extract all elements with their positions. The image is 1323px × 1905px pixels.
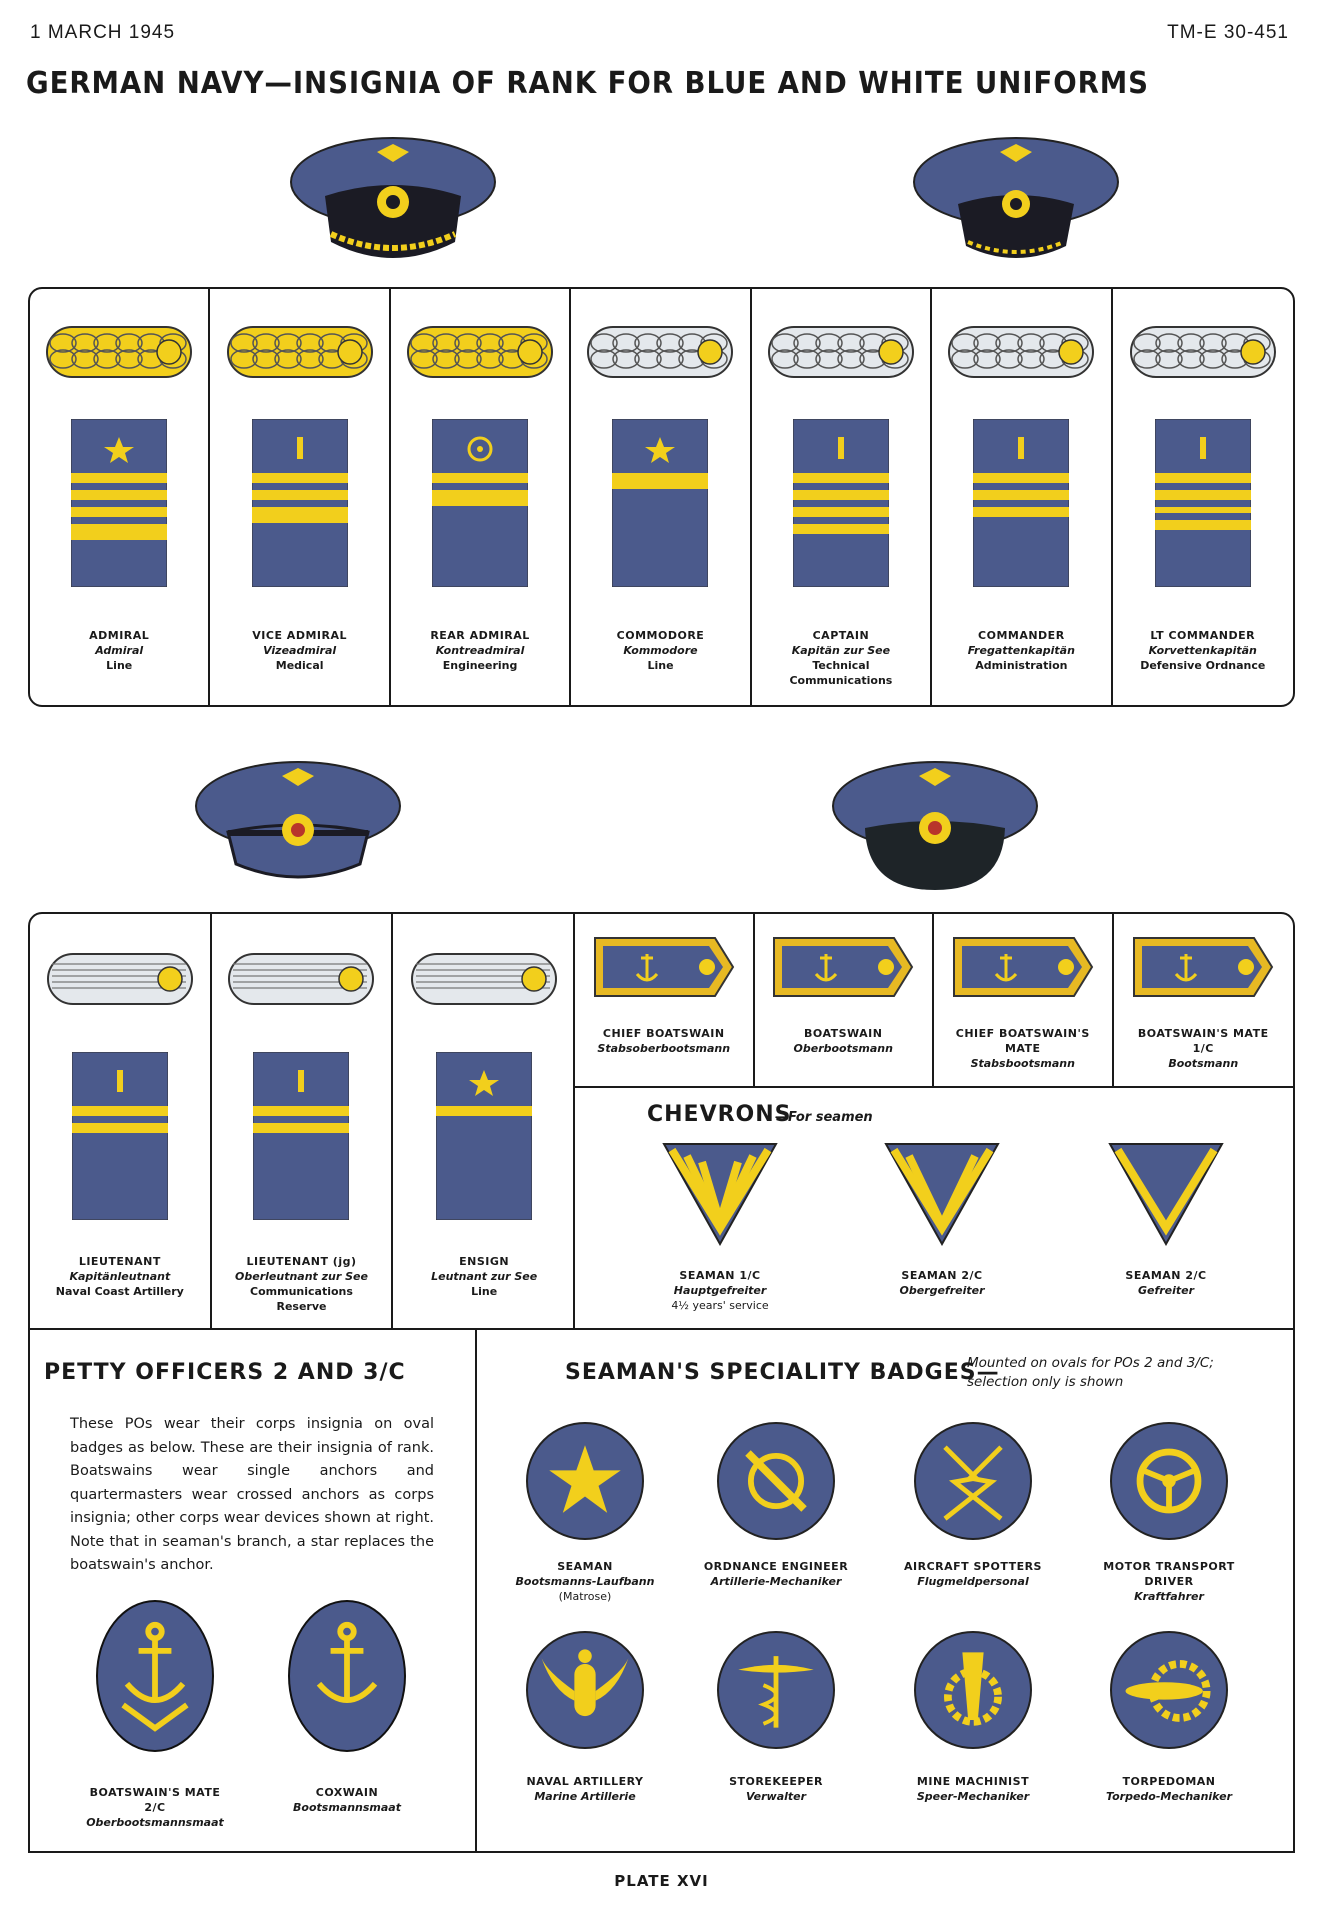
- rank-cell: [571, 289, 751, 705]
- german-rank: Leutnant zur See: [431, 1270, 538, 1283]
- german-rank: Artillerie-Mechaniker: [710, 1575, 842, 1588]
- branch-label: (Matrose): [558, 1590, 612, 1603]
- german-rank: Marine Artillerie: [534, 1790, 636, 1803]
- chevrons-subheading: —For seamen: [775, 1110, 873, 1125]
- torpedo-icon: [1110, 1631, 1228, 1749]
- speciality-badge-label: [485, 1559, 685, 1604]
- chevron-label: [620, 1268, 820, 1313]
- german-rank: Oberbootsmann: [793, 1042, 893, 1055]
- sleeve-stripes-icon: [1155, 419, 1251, 591]
- speciality-badge-label: [1069, 1559, 1269, 1604]
- german-rank: Kontreadmiral: [435, 644, 525, 657]
- rank-name: SEAMAN 1/C: [679, 1269, 761, 1282]
- german-rank: Bootsmannsmaat: [293, 1801, 401, 1814]
- branch-label: Line: [471, 1285, 498, 1298]
- rank-cell: [30, 914, 212, 1328]
- rank-cell: [210, 289, 390, 705]
- rank-cell: [1113, 289, 1293, 705]
- german-rank: Kapitänleutnant: [69, 1270, 171, 1283]
- rank-label: [932, 628, 1110, 673]
- branch-label-2: Communications: [789, 674, 893, 687]
- sleeve-stripes-icon: [612, 419, 708, 591]
- rank-cell: [30, 289, 210, 705]
- rank-name: BOATSWAIN'S MATE: [89, 1786, 221, 1799]
- rank-name: BOATSWAIN'S MATE: [1137, 1027, 1269, 1040]
- ordnance-icon: [717, 1422, 835, 1540]
- german-rank: Gefreiter: [1137, 1284, 1195, 1297]
- rank-label: [934, 1026, 1112, 1071]
- german-rank: Kommodore: [623, 644, 698, 657]
- rank-name: CHIEF BOATSWAIN'S: [955, 1027, 1090, 1040]
- rank-name-cont: 2/C: [144, 1801, 166, 1814]
- winged-shell-icon: [526, 1631, 644, 1749]
- german-rank: Stabsoberbootsmann: [597, 1042, 731, 1055]
- rank-label: [755, 1026, 933, 1056]
- shoulder-board-icon: [947, 325, 1095, 383]
- po-badge-label: [55, 1785, 255, 1830]
- german-rank: Vizeadmiral: [263, 644, 337, 657]
- warrant-cell: [755, 914, 935, 1086]
- rank-name-cont: 1/C: [1192, 1042, 1214, 1055]
- warrant-shoulder-strap-icon: [950, 934, 1096, 1004]
- po-badge-label: [247, 1785, 447, 1815]
- german-rank: Torpedo-Mechaniker: [1106, 1790, 1232, 1803]
- rank-name: VICE ADMIRAL: [252, 629, 347, 642]
- rank-name: LT COMMANDER: [1150, 629, 1256, 642]
- branch-label: Administration: [975, 659, 1068, 672]
- header-date: 1 MARCH 1945: [30, 22, 176, 43]
- petty-officers-text: These POs wear their corps insignia on oval badges as below. These are their insignia of rank. Boatswains wear single anchors and quartermasters wear crossed anchors as corps insignia; other corps wear devices shown at right. Note that in seaman's branch, a star replaces the boatswain's anchor.: [70, 1416, 434, 1573]
- petty-officers-heading: PETTY OFFICERS 2 AND 3/C: [44, 1360, 406, 1385]
- rank-name: ADMIRAL: [89, 629, 150, 642]
- german-rank: Oberleutnant zur See: [235, 1270, 368, 1283]
- shoulder-board-icon: [586, 325, 734, 383]
- gear-torch-icon: [914, 1631, 1032, 1749]
- sleeve-stripes-icon: [793, 419, 889, 591]
- branch-label: Technical: [812, 659, 870, 672]
- sleeve-stripes-icon: [436, 1052, 532, 1224]
- chevron-icon: [1106, 1140, 1226, 1246]
- sleeve-stripes-icon: [432, 419, 528, 591]
- rank-name: ORDNANCE ENGINEER: [703, 1560, 849, 1573]
- german-rank: Korvettenkapitän: [1148, 644, 1257, 657]
- rank-name: NAVAL ARTILLERY: [526, 1775, 644, 1788]
- speciality-badge-label: [873, 1559, 1073, 1589]
- german-rank: Hauptgefreiter: [673, 1284, 767, 1297]
- junior-officers-panel: [28, 912, 575, 1330]
- rank-cell: [752, 289, 932, 705]
- caduceus-icon: [717, 1631, 835, 1749]
- anchor-chevron-icon: [96, 1600, 214, 1752]
- chevron-icon: [660, 1140, 780, 1246]
- shoulder-board-icon: [767, 325, 915, 383]
- sleeve-stripes-icon: [253, 1052, 349, 1224]
- german-rank: Flugmeldpersonal: [917, 1575, 1029, 1588]
- german-rank: Oberbootsmannsmaat: [86, 1816, 224, 1829]
- rank-name: REAR ADMIRAL: [430, 629, 530, 642]
- german-rank: Kraftfahrer: [1134, 1590, 1204, 1603]
- rank-label: [212, 1254, 392, 1314]
- speciality-note: Mounted on ovals for POs 2 and 3/C; selection only is shown: [967, 1355, 1214, 1390]
- lightning-icon: [914, 1422, 1032, 1540]
- branch-label: Line: [106, 659, 133, 672]
- sleeve-stripes-icon: [973, 419, 1069, 591]
- officer-cap-icon: [188, 748, 408, 898]
- rank-label: [1114, 1026, 1294, 1071]
- warrant-cell: [1114, 914, 1294, 1086]
- captain-cap-icon: [906, 124, 1126, 274]
- rank-name: LIEUTENANT: [78, 1255, 161, 1268]
- rank-cell: [391, 289, 571, 705]
- warrant-shoulder-strap-icon: [770, 934, 916, 1004]
- rank-name: ENSIGN: [459, 1255, 510, 1268]
- german-rank: Speer-Mechaniker: [916, 1790, 1030, 1803]
- warrant-officers-panel: [573, 912, 1295, 1088]
- rank-label: [752, 628, 930, 688]
- rank-name: MOTOR TRANSPORT: [1103, 1560, 1235, 1573]
- rank-name: TORPEDOMAN: [1122, 1775, 1216, 1788]
- page-title: GERMAN NAVY—INSIGNIA OF RANK FOR BLUE AND WHITE UNIFORMS: [26, 66, 1149, 101]
- rank-label: [391, 628, 569, 673]
- rank-label: [575, 1026, 753, 1056]
- rank-name: LIEUTENANT (jg): [246, 1255, 357, 1268]
- shoulder-board-icon: [227, 952, 375, 1010]
- branch-label: Medical: [275, 659, 324, 672]
- german-rank: Stabsbootsmann: [970, 1057, 1075, 1070]
- rank-cell: [212, 914, 394, 1328]
- shoulder-board-icon: [406, 325, 554, 383]
- branch-label: Line: [647, 659, 674, 672]
- sleeve-stripes-icon: [72, 1052, 168, 1224]
- rank-name: SEAMAN 2/C: [1125, 1269, 1207, 1282]
- rank-label: [30, 1254, 210, 1299]
- rank-label: [393, 1254, 575, 1299]
- rank-name: SEAMAN: [557, 1560, 613, 1573]
- warrant-cell: [575, 914, 755, 1086]
- rank-name-cont: MATE: [1004, 1042, 1041, 1055]
- warrant-shoulder-strap-icon: [591, 934, 737, 1004]
- rank-name: BOATSWAIN: [804, 1027, 883, 1040]
- header-doc-id: TM-E 30-451: [1167, 22, 1289, 43]
- rank-name: MINE MACHINIST: [916, 1775, 1030, 1788]
- steering-wheel-icon: [1110, 1422, 1228, 1540]
- speciality-badge-label: [1069, 1774, 1269, 1804]
- sleeve-stripes-icon: [71, 419, 167, 591]
- rank-label: [1113, 628, 1293, 673]
- rank-name: COMMANDER: [978, 629, 1065, 642]
- speciality-badge-label: [485, 1774, 685, 1804]
- shoulder-board-icon: [1129, 325, 1277, 383]
- rank-name: AIRCRAFT SPOTTERS: [904, 1560, 1042, 1573]
- star-icon: [526, 1422, 644, 1540]
- warrant-shoulder-strap-icon: [1130, 934, 1276, 1004]
- speciality-badge-label: [676, 1559, 876, 1589]
- rank-cell: [393, 914, 575, 1328]
- senior-officers-panel: [28, 287, 1295, 707]
- warrant-cell: [934, 914, 1114, 1086]
- shoulder-board-icon: [226, 325, 374, 383]
- sleeve-stripes-icon: [252, 419, 348, 591]
- rank-name: COMMODORE: [616, 629, 705, 642]
- german-rank: Bootsmann: [1168, 1057, 1239, 1070]
- german-rank: Bootsmanns-Laufbann: [515, 1575, 655, 1588]
- rank-name-cont: DRIVER: [1144, 1575, 1194, 1588]
- branch-label: Defensive Ordnance: [1140, 659, 1266, 672]
- branch-label-2: Reserve: [276, 1300, 327, 1313]
- german-rank: Obergefreiter: [899, 1284, 985, 1297]
- branch-label: 4½ years' service: [671, 1299, 769, 1312]
- branch-label: Communications: [250, 1285, 353, 1298]
- german-rank: Admiral: [95, 644, 144, 657]
- warrant-cap-icon: [825, 748, 1045, 898]
- rank-name: SEAMAN 2/C: [901, 1269, 983, 1282]
- rank-label: [30, 628, 208, 673]
- speciality-badge-label: [676, 1774, 876, 1804]
- chevrons-panel: [573, 1086, 1295, 1330]
- plate-label: PLATE XVI: [614, 1872, 709, 1890]
- speciality-heading: SEAMAN'S SPECIALITY BADGES—: [565, 1360, 1000, 1385]
- german-rank: Verwalter: [745, 1790, 807, 1803]
- rank-cell: [932, 289, 1112, 705]
- rank-name: STOREKEEPER: [729, 1775, 823, 1788]
- rank-name: CAPTAIN: [812, 629, 870, 642]
- admiral-cap-icon: [283, 124, 503, 274]
- branch-label: Engineering: [442, 659, 518, 672]
- shoulder-board-icon: [410, 952, 558, 1010]
- german-rank: Fregattenkapitän: [967, 644, 1075, 657]
- chevron-label: [842, 1268, 1042, 1298]
- shoulder-board-icon: [46, 952, 194, 1010]
- chevron-label: [1066, 1268, 1266, 1298]
- chevron-icon: [882, 1140, 1002, 1246]
- rank-name: COXWAIN: [315, 1786, 379, 1799]
- shoulder-board-icon: [45, 325, 193, 383]
- chevrons-heading: CHEVRONS: [647, 1102, 792, 1127]
- petty-officers-panel: [28, 1328, 477, 1853]
- rank-label: [210, 628, 388, 673]
- german-rank: Kapitän zur See: [791, 644, 891, 657]
- branch-label: Naval Coast Artillery: [55, 1285, 184, 1298]
- rank-name: CHIEF BOATSWAIN: [602, 1027, 725, 1040]
- rank-label: [571, 628, 749, 673]
- anchor-icon: [288, 1600, 406, 1752]
- speciality-badge-label: [873, 1774, 1073, 1804]
